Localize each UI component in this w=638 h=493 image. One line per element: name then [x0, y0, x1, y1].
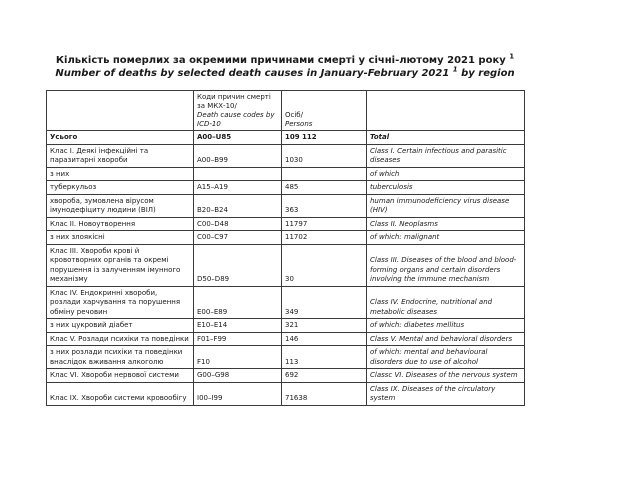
- persons-count: 692: [282, 369, 367, 383]
- page-title-en: [46, 67, 524, 80]
- icd-code: A00–B99: [194, 144, 282, 167]
- table-header-row: [47, 91, 525, 131]
- page-title-uk-text: Кількість померлих за окремими причинами смерті у січні-лютому 2021 року: [55, 55, 506, 66]
- cause-name-en: tuberculosis: [367, 181, 525, 195]
- deaths-by-cause-table: [46, 90, 525, 406]
- cause-name-en: of which: diabetes mellitus: [367, 319, 525, 333]
- table-row: [47, 332, 525, 346]
- table-header: [47, 91, 525, 131]
- cause-name-uk: Клас VI. Хвороби нервової системи: [47, 369, 194, 383]
- icd-code: A15–A19: [194, 181, 282, 195]
- cause-name-en: Class II. Neoplasms: [367, 217, 525, 231]
- cause-name-uk: Клас IX. Хвороби системи кровообігу: [47, 382, 194, 405]
- table-row: [47, 346, 525, 369]
- icd-code: F01–F99: [194, 332, 282, 346]
- table-body: [47, 131, 525, 406]
- table-row: [47, 194, 525, 217]
- icd-code: [194, 167, 282, 181]
- header-icd-codes: [194, 91, 282, 131]
- persons-count: 1030: [282, 144, 367, 167]
- persons-count: 109 112: [282, 131, 367, 145]
- cause-name-en: human immunodeficiency virus disease (HIV): [367, 194, 525, 217]
- cause-name-uk: туберкульоз: [47, 181, 194, 195]
- icd-code: E00–E89: [194, 286, 282, 319]
- icd-code: C00–D48: [194, 217, 282, 231]
- cause-name-en: Class III. Diseases of the blood and blood-forming organs and certain disorders involving the immune mechanism: [367, 244, 525, 286]
- page-title-en-tail: by region: [457, 68, 515, 79]
- icd-code: D50–D89: [194, 244, 282, 286]
- cause-name-uk: з них цукровий діабет: [47, 319, 194, 333]
- cause-name-en: Class V. Mental and behavioral disorders: [367, 332, 525, 346]
- icd-code: E10–E14: [194, 319, 282, 333]
- cause-name-en: Class I. Certain infectious and parasitic diseases: [367, 144, 525, 167]
- cause-name-uk: Усього: [47, 131, 194, 145]
- header-cause-uk: [47, 91, 194, 131]
- icd-code: C00–C97: [194, 231, 282, 245]
- header-persons: [282, 91, 367, 131]
- persons-count: 363: [282, 194, 367, 217]
- cause-name-uk: з них розлади психіки та поведінки внаслідок вживання алкоголю: [47, 346, 194, 369]
- table-row: [47, 217, 525, 231]
- icd-code: G00–G98: [194, 369, 282, 383]
- persons-count: 146: [282, 332, 367, 346]
- table-row: [47, 131, 525, 145]
- persons-count: 321: [282, 319, 367, 333]
- icd-code: F10: [194, 346, 282, 369]
- page-title-en-text: Number of deaths by selected death causes in January-February 2021: [55, 68, 450, 79]
- cause-name-en: of which: [367, 167, 525, 181]
- table-row: [47, 244, 525, 286]
- persons-count: 113: [282, 346, 367, 369]
- cause-name-en: Total: [367, 131, 525, 145]
- cause-name-en: of which: malignant: [367, 231, 525, 245]
- persons-count: 349: [282, 286, 367, 319]
- table-row: [47, 369, 525, 383]
- cause-name-en: Class IV. Endocrine, nutritional and metabolic diseases: [367, 286, 525, 319]
- cause-name-en: Class IX. Diseases of the circulatory system: [367, 382, 525, 405]
- table-row: [47, 382, 525, 405]
- cause-name-en: of which: mental and behavioural disorders due to use of alcohol: [367, 346, 525, 369]
- cause-name-uk: Клас V. Розлади психіки та поведінки: [47, 332, 194, 346]
- table-row: [47, 181, 525, 195]
- table-row: [47, 144, 525, 167]
- persons-count: 11702: [282, 231, 367, 245]
- cause-name-uk: Клас II. Новоутворення: [47, 217, 194, 231]
- table-row: [47, 319, 525, 333]
- cause-name-uk: з них: [47, 167, 194, 181]
- page-title: [46, 54, 524, 80]
- icd-code: I00–I99: [194, 382, 282, 405]
- table-row: [47, 286, 525, 319]
- cause-name-uk: Клас I. Деякі інфекційні та паразитарні хвороби: [47, 144, 194, 167]
- persons-count: 30: [282, 244, 367, 286]
- cause-name-uk: з них злоякісні: [47, 231, 194, 245]
- header-cause-en: [367, 91, 525, 131]
- cause-name-uk: Клас IV. Ендокринні хвороби, розлади харчування та порушення обміну речовин: [47, 286, 194, 319]
- persons-count: 485: [282, 181, 367, 195]
- title-footnote-marker-en: 1: [452, 65, 458, 74]
- cause-name-uk: хвороба, зумовлена вірусом імунодефіциту людини (ВІЛ): [47, 194, 194, 217]
- cause-name-en: Classc VI. Diseases of the nervous system: [367, 369, 525, 383]
- table-row: [47, 167, 525, 181]
- icd-code: A00–U85: [194, 131, 282, 145]
- header-persons-en: Persons: [285, 120, 313, 128]
- header-icd-codes-en: Death cause codes by ICD-10: [197, 111, 275, 128]
- persons-count: 71638: [282, 382, 367, 405]
- persons-count: 11797: [282, 217, 367, 231]
- cause-name-uk: Клас III. Хвороби крові й кровотворних органів та окремі порушення із залученням імунного механізму: [47, 244, 194, 286]
- table-row: [47, 231, 525, 245]
- title-footnote-marker-uk: 1: [509, 52, 515, 61]
- icd-code: B20–B24: [194, 194, 282, 217]
- persons-count: [282, 167, 367, 181]
- header-icd-codes-uk: Коди причин смерті за МКХ-10/: [197, 93, 271, 110]
- header-persons-uk: Осіб/: [285, 111, 303, 119]
